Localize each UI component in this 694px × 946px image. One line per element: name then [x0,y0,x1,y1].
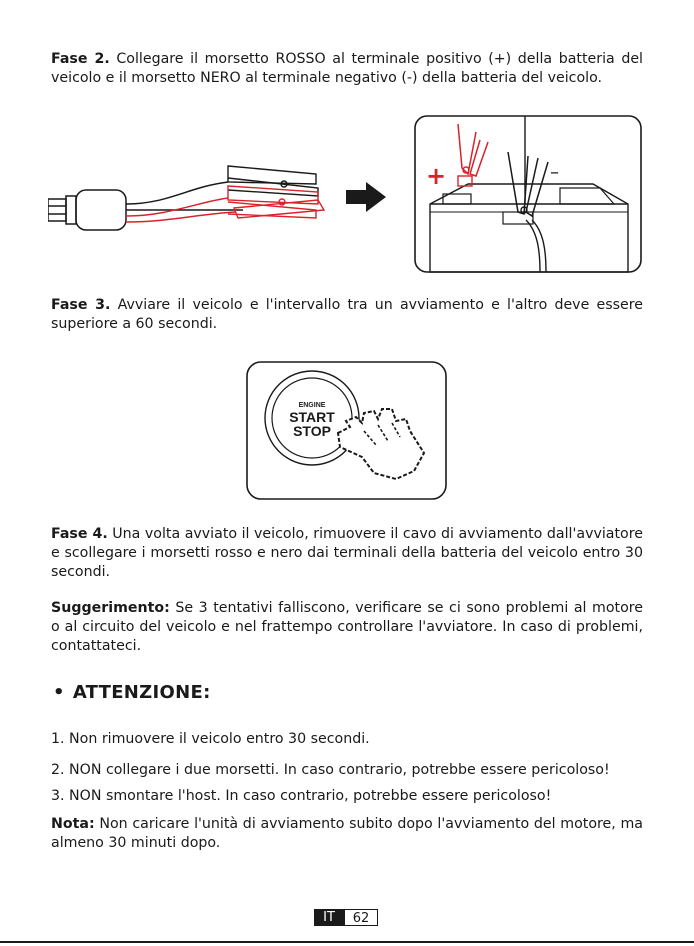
step3-label: Fase 3. [51,297,111,313]
step2-text: Collegare il morsetto ROSSO al terminale positivo (+) della batteria del veicolo e il morsetto NERO al terminale negativo (-) della batteria del veicolo. [51,51,643,86]
clamp-connection-illustration [48,112,644,276]
attention-bullet: • [53,682,65,703]
attention-title: ATTENZIONE: [72,682,211,703]
button-stop-label: STOP [293,423,331,439]
warning-item-3: 3. NON smontare l'host. In caso contrario, potrebbe essere pericoloso! [51,788,552,804]
step3-paragraph [51,296,643,334]
step2-label: Fase 2. [51,51,110,67]
attention-heading [53,682,211,703]
note-text: Non caricare l'unità di avviamento subito dopo l'avviamento del motore, ma almeno 30 minuti dopo. [51,816,643,851]
arrow-right-icon [346,182,386,212]
page-footer [314,909,378,926]
warning-item-1: 1. Non rimuovere il veicolo entro 30 secondi. [51,731,370,747]
tip-text: Se 3 tentativi falliscono, verificare se ci sono problemi al motore o al circuito del veicolo e nel frattempo controllare l'avviatore. In caso di problemi, contattateci. [51,600,643,654]
step4-text: Una volta avviato il veicolo, rimuovere il cavo di avviamento dall'avviatore e scollegare i morsetti rosso e nero dai terminali della batteria del veicolo entro 30 secondi. [51,526,643,580]
plus-sign: + [426,162,447,190]
note-paragraph [51,815,643,853]
language-badge: IT [314,909,344,926]
battery-panel [415,116,641,272]
jump-cable-connector [48,182,243,230]
warning-item-2: 2. NON collegare i due morsetti. In caso contrario, potrebbe essere pericoloso! [51,762,610,778]
note-label: Nota: [51,816,95,832]
step2-paragraph [51,50,643,88]
step3-text: Avviare il veicolo e l'intervallo tra un avviamento e l'altro deve essere superiore a 60 secondi. [51,297,644,332]
step4-label: Fase 4. [51,526,108,542]
bottom-divider [0,941,694,943]
page-number: 62 [344,909,378,926]
button-engine-label: ENGINE [298,402,326,409]
start-stop-illustration [246,361,448,501]
tip-label: Suggerimento: [51,600,170,616]
step4-paragraph [51,525,643,582]
button-start-label: START [289,409,335,425]
tip-paragraph [51,599,643,656]
minus-sign: – [550,162,559,183]
